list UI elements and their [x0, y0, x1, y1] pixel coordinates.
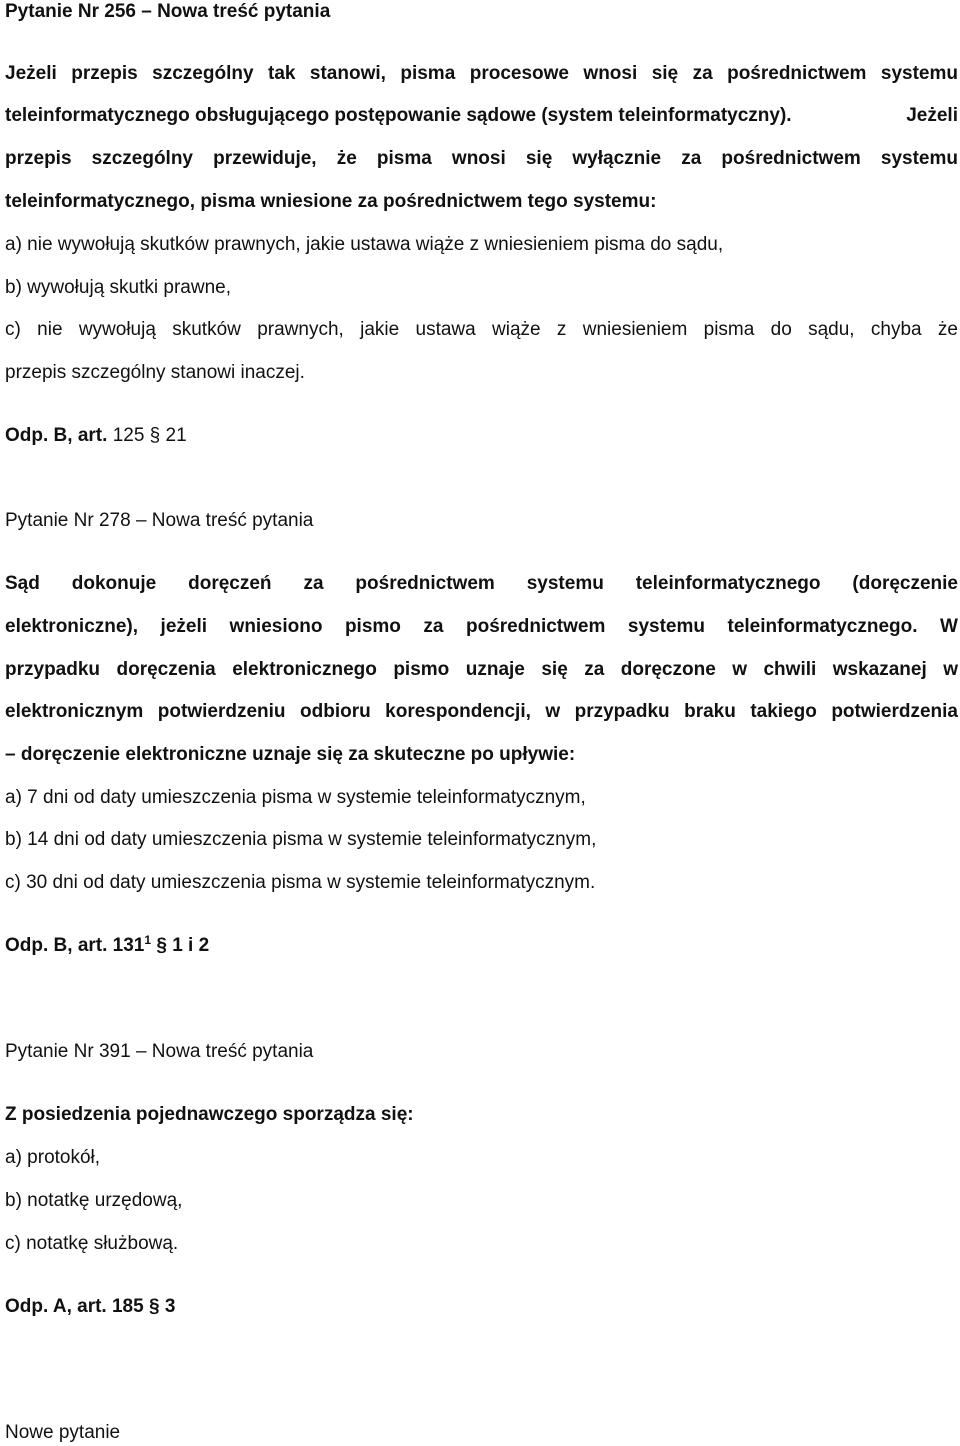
answer-option: a) protokół,	[5, 1147, 101, 1168]
question-text-line: teleinformatycznego obsługującego postępowanie sądowe (system teleinformatyczny).	[5, 105, 792, 126]
question-text-line: przypadku doręczenia elektronicznego pismo uznaje się za doręczone w chwili wskazanej w	[5, 659, 958, 680]
section-sign: §	[148, 1296, 160, 1317]
question-text-line: Jeżeli	[906, 105, 958, 126]
question-text-line: elektroniczne), jeżeli wniesiono pismo za pośrednictwem systemu teleinformatycznego. W	[5, 616, 958, 637]
new-question-heading: Nowe pytanie	[5, 1422, 121, 1443]
section-sign: §	[149, 425, 161, 446]
answer-option: b) 14 dni od daty umieszczenia pisma w systemie teleinformatycznym,	[5, 829, 597, 850]
question-header: Pytanie Nr 391 – Nowa treść pytania	[5, 1041, 314, 1062]
answer-label: Odp. B, art.	[5, 425, 108, 446]
answer-option: c) nie wywołują skutków prawnych, jakie ustawa wiąże z wniesieniem pisma do sądu, chyba że	[5, 319, 958, 340]
question-header: Pytanie Nr 278 – Nowa treść pytania	[5, 510, 314, 531]
answer-option: a) nie wywołują skutków prawnych, jakie ustawa wiąże z wniesieniem pisma do sądu,	[5, 234, 724, 255]
question-text-line: elektronicznym potwierdzeniu odbioru korespondencji, w przypadku braku takiego potwierdzenia	[5, 701, 958, 722]
question-text-line: – doręczenie elektroniczne uznaje się za skuteczne po upływie:	[5, 744, 576, 765]
answer-reference	[5, 424, 958, 448]
paragraph-number: 21	[165, 425, 187, 446]
paragraph-number: 1 i 2	[172, 935, 210, 956]
answer-option: b) wywołują skutki prawne,	[5, 277, 231, 298]
question-text-line: Sąd dokonuje doręczeń za pośrednictwem systemu teleinformatycznego (doręczenie	[5, 573, 958, 594]
question-text-line: przepis szczególny przewiduje, że pisma wnosi się wyłącznie za pośrednictwem systemu	[5, 148, 958, 169]
answer-option: a) 7 dni od daty umieszczenia pisma w systemie teleinformatycznym,	[5, 787, 586, 808]
question-text-line: teleinformatycznego, pisma wniesione za pośrednictwem tego systemu:	[5, 191, 657, 212]
answer-option: b) notatkę urzędową,	[5, 1190, 183, 1211]
answer-reference	[5, 1295, 958, 1319]
answer-option: c) 30 dni od daty umieszczenia pisma w systemie teleinformatycznym.	[5, 872, 596, 893]
question-header: Pytanie Nr 256 – Nowa treść pytania	[5, 1, 331, 22]
question-text-line: Z posiedzenia pojednawczego sporządza się:	[5, 1104, 414, 1125]
answer-label: Odp. A, art. 185	[5, 1296, 144, 1317]
answer-reference	[5, 934, 958, 958]
question-text-line: Jeżeli przepis szczególny tak stanowi, pisma procesowe wnosi się za pośrednictwem systemu	[5, 63, 958, 84]
paragraph-number: 3	[164, 1296, 176, 1317]
article-superscript: 1	[144, 933, 152, 947]
answer-label: Odp. B, art. 131	[5, 935, 145, 956]
answer-option: c) notatkę służbową.	[5, 1233, 179, 1254]
article-number: 125	[112, 425, 145, 446]
section-sign: §	[156, 935, 167, 956]
answer-option: przepis szczególny stanowi inaczej.	[5, 362, 305, 383]
